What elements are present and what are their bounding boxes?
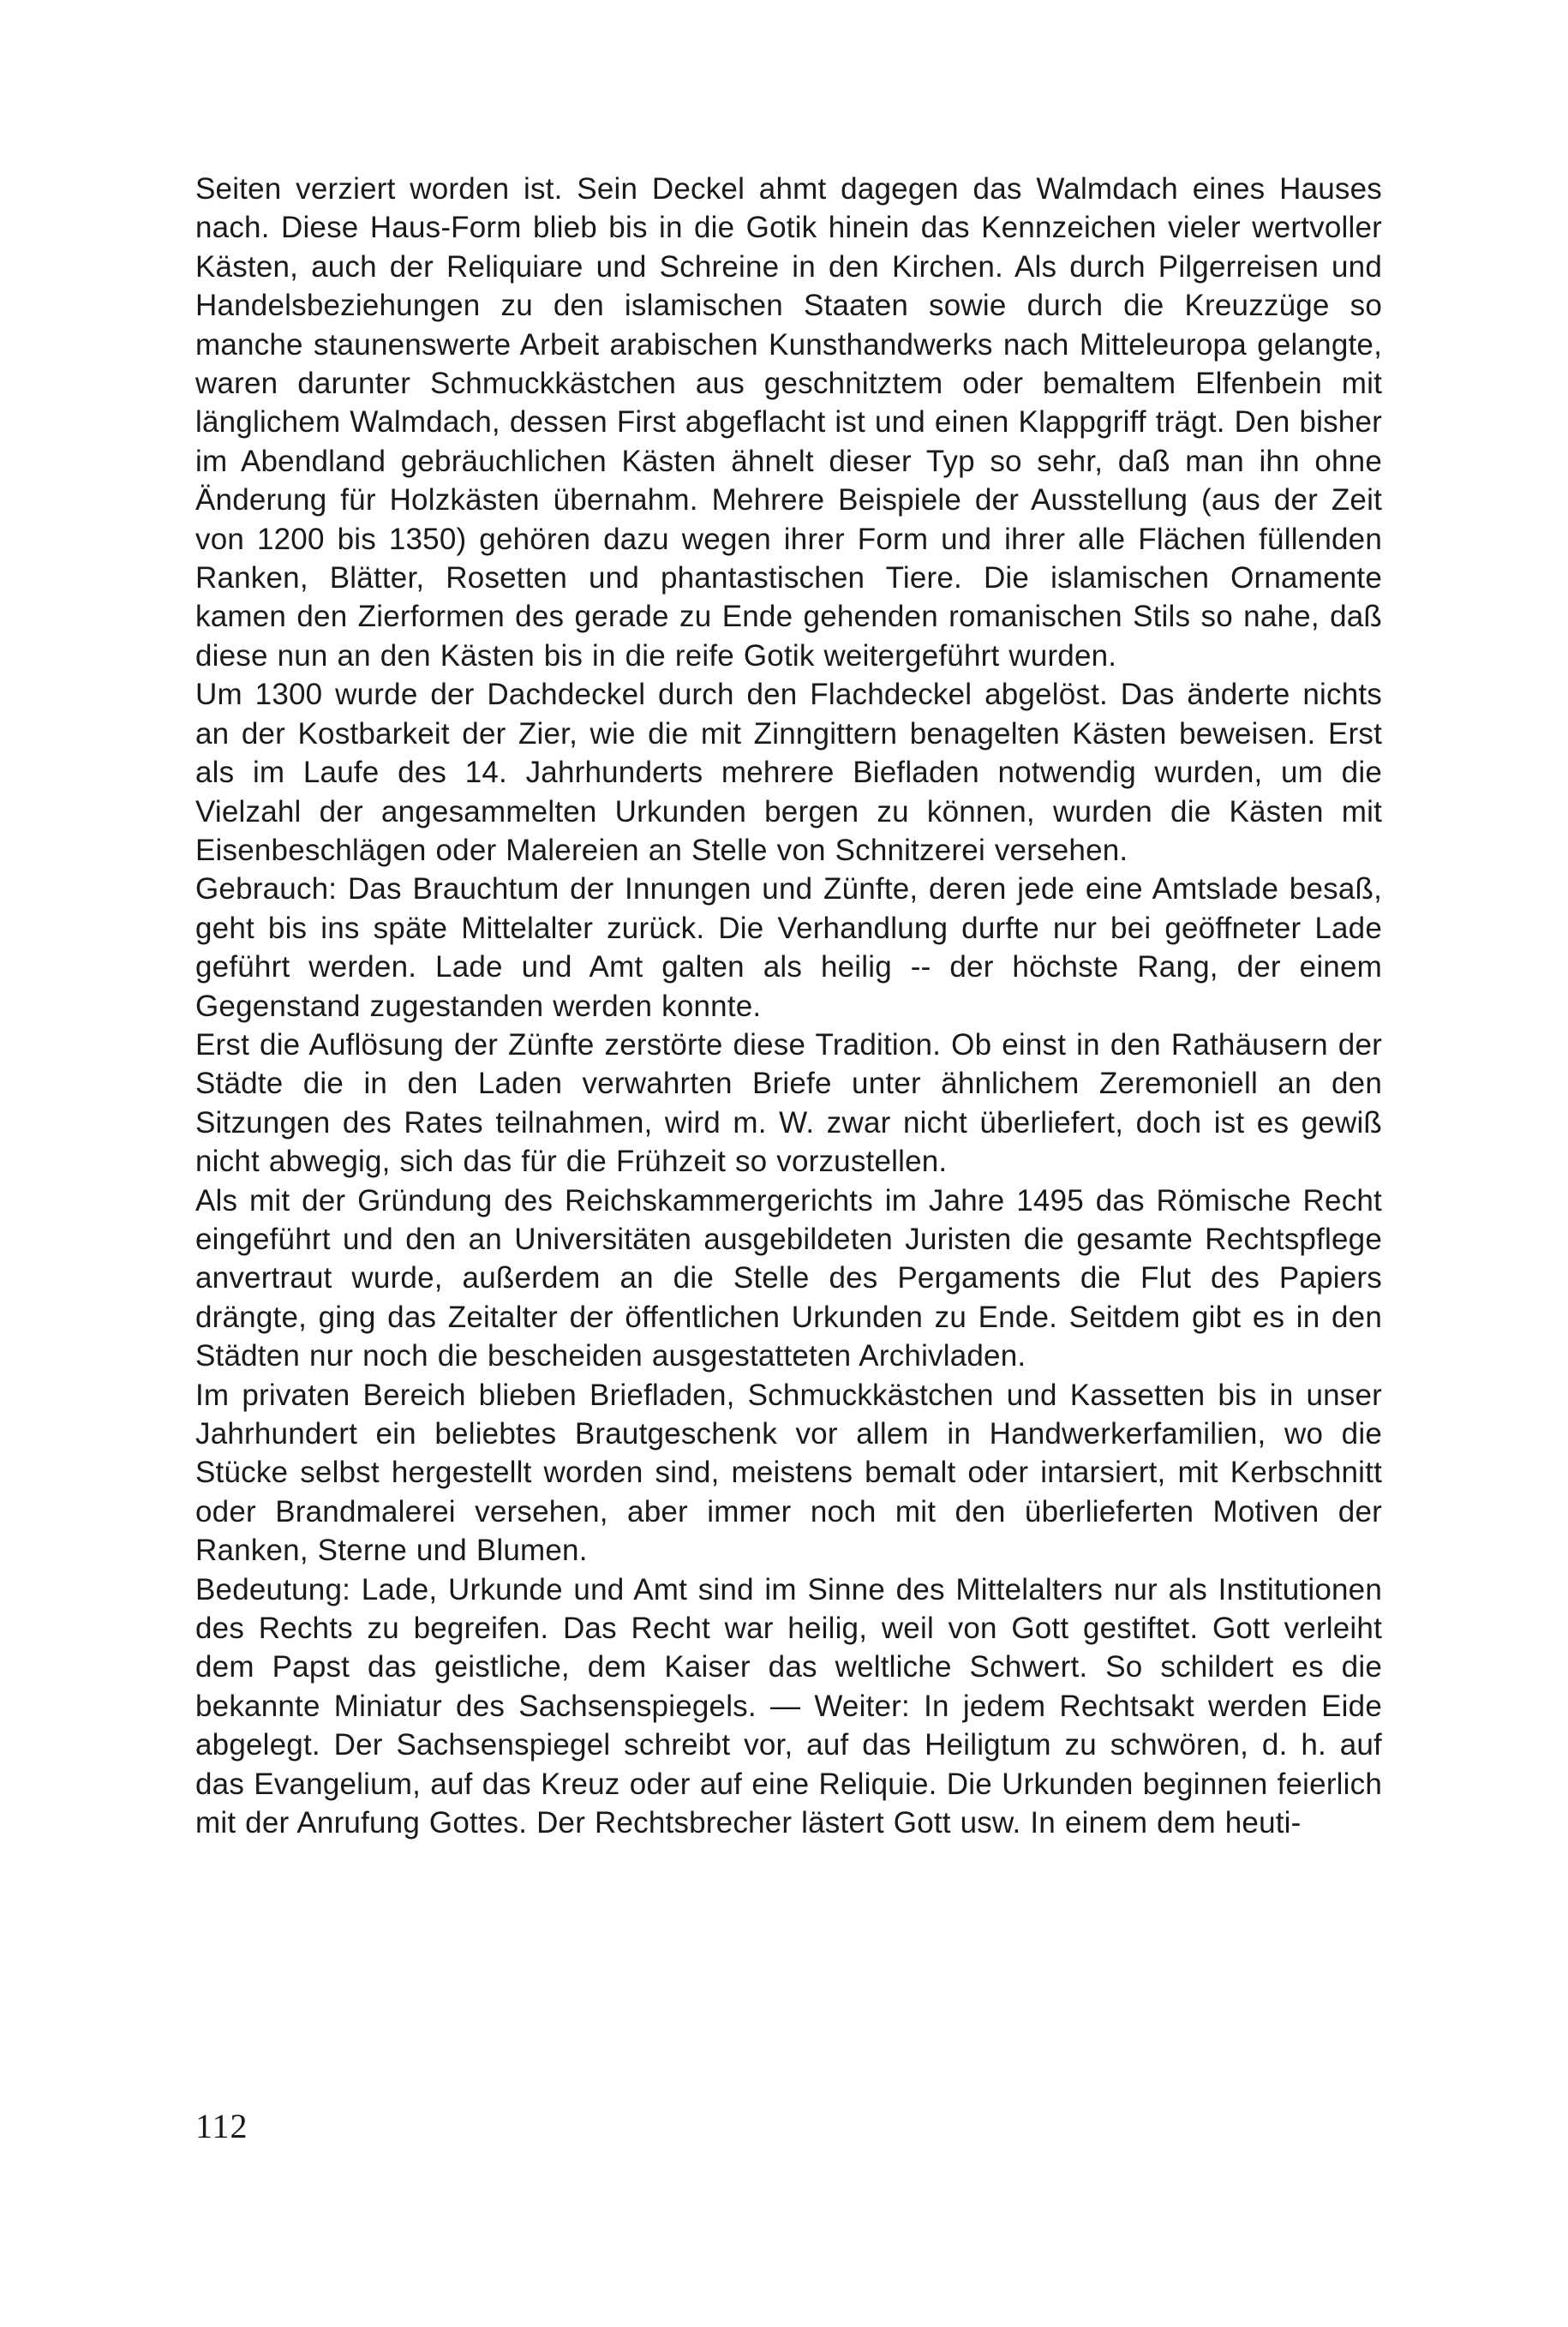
- paragraph-flachdeckel: Um 1300 wurde der Dachdeckel durch den Flachdeckel abgelöst. Das änderte nichts an der Kostbarkeit der Zier, wie die mit Zinngittern benagelten Kästen beweisen. Erst als im Laufe des 14. Jahrhunderts mehrere Biefladen notwendig wurden, um die Vielzahl der angesammelten Urkunden bergen zu können, wurden die Kästen mit Eisenbeschlägen oder Malereien an Stelle von Schnitzerei versehen.: [195, 678, 1382, 867]
- paragraph-reichskammergericht: Als mit der Gründung des Reichskammergerichts im Jahre 1495 das Römische Recht eingeführt und den an Universitäten ausgebildeten Juristen die gesamte Rechtspflege anvertraut wurde, außerdem an die Stelle des Pergaments die Flut des Papiers drängte, ging das Zeitalter der öffentlichen Urkunden zu Ende. Seitdem gibt es in den Städten nur noch die bescheiden ausgestatteten Archivladen.: [195, 1183, 1382, 1373]
- page-number: 112: [195, 2107, 248, 2145]
- paragraph-privater-bereich: Im privaten Bereich blieben Briefladen, Schmuckkästchen und Kassetten bis in unser Jahrhundert ein beliebtes Brautgeschenk vor allem in Handwerkerfamilien, wo die Stücke selbst hergestellt worden sind, meistens bemalt oder intarsiert, mit Kerbschnitt oder Brandmalerei versehen, aber immer noch mit den überlieferten Motiven der Ranken, Sterne und Blumen.: [195, 1378, 1382, 1568]
- body-text: [195, 170, 1382, 1842]
- paragraph-zuenfte-tradition: Erst die Auflösung der Zünfte zerstörte diese Tradition. Ob einst in den Rathäusern der Städte die in den Laden verwahrten Briefe unter ähnlichem Zeremoniell an den Sitzungen des Rates teilnahmen, wird m. W. zwar nicht überliefert, doch ist es gewiß nicht abwegig, sich das für die Frühzeit so vorzustellen.: [195, 1027, 1382, 1179]
- paragraph-gebrauch: Gebrauch: Das Brauchtum der Innungen und Zünfte, deren jede eine Amtslade besaß, geht bis ins späte Mittelalter zurück. Die Verhandlung durfte nur bei geöffneter Lade geführt werden. Lade und Amt galten als heilig -- der höchste Rang, der einem Gegenstand zugestanden werden konnte.: [195, 872, 1382, 1023]
- paragraph-walmdach-history: Seiten verziert worden ist. Sein Deckel ahmt dagegen das Walmdach eines Hauses nach. Diese Haus-Form blieb bis in die Gotik hinein das Kennzeichen vieler wertvoller Kästen, auch der Reliquiare und Schreine in den Kirchen. Als durch Pilgerreisen und Handelsbeziehungen zu den islamischen Staaten sowie durch die Kreuzzüge so manche staunenswerte Arbeit arabischen Kunsthandwerks nach Mitteleuropa gelangte, waren darunter Schmuckkästchen aus geschnitztem oder bemaltem Elfenbein mit länglichem Walmdach, dessen First abgeflacht ist und einen Klappgriff trägt. Den bisher im Abendland gebräuchlichen Kästen ähnelt dieser Typ so sehr, daß man ihn ohne Änderung für Holzkästen übernahm. Mehrere Beispiele der Ausstellung (aus der Zeit von 1200 bis 1350) gehören dazu wegen ihrer Form und ihrer alle Flächen füllenden Ranken, Blätter, Rosetten und phantastischen Tiere. Die islamischen Ornamente kamen den Zierformen des gerade zu Ende gehenden romanischen Stils so nahe, daß diese nun an den Kästen bis in die reife Gotik weitergeführt wurden.: [195, 172, 1382, 673]
- paragraph-bedeutung: Bedeutung: Lade, Urkunde und Amt sind im Sinne des Mittelalters nur als Institutionen des Rechts zu begreifen. Das Recht war heilig, weil von Gott gestiftet. Gott verleiht dem Papst das geistliche, dem Kaiser das weltliche Schwert. So schildert es die bekannte Miniatur des Sachsenspiegels. — Weiter: In jedem Rechtsakt werden Eide abgelegt. Der Sachsenspiegel schreibt vor, auf das Heiligtum zu schwören, d. h. auf das Evangelium, auf das Kreuz oder auf eine Reliquie. Die Urkunden beginnen feierlich mit der Anrufung Gottes. Der Rechtsbrecher lästert Gott usw. In einem dem heuti-: [195, 1572, 1382, 1840]
